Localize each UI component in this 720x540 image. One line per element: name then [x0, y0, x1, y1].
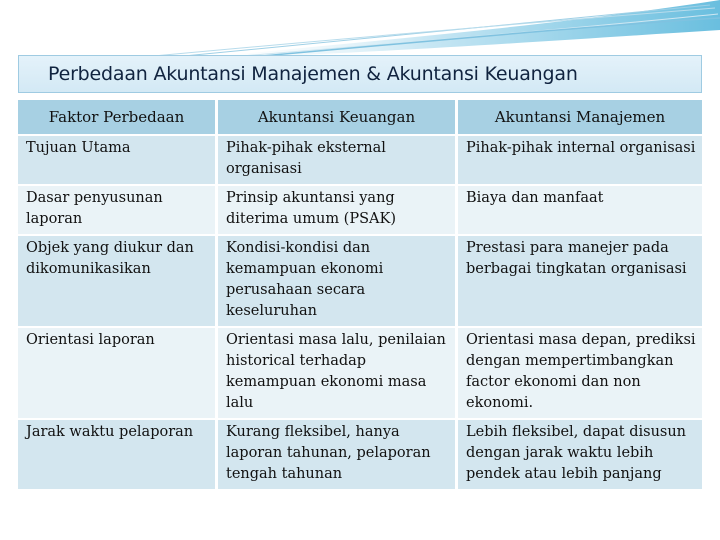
column-header: Akuntansi Manajemen	[458, 100, 702, 134]
table-cell: Pihak-pihak internal organisasi	[458, 134, 702, 184]
table-cell: Kurang fleksibel, hanya laporan tahunan, pelaporan tengah tahunan	[218, 418, 458, 489]
column-header: Faktor Perbedaan	[18, 100, 218, 134]
table-cell: Jarak waktu pelaporan	[18, 418, 218, 489]
table-cell: Orientasi masa lalu, penilaian historical terhadap kemampuan ekonomi masa lalu	[218, 326, 458, 418]
table-cell: Dasar penyusunan laporan	[18, 184, 218, 234]
table-cell: Prestasi para manejer pada berbagai tingkatan organisasi	[458, 234, 702, 326]
table-cell: Prinsip akuntansi yang diterima umum (PSAK)	[218, 184, 458, 234]
page-title: Perbedaan Akuntansi Manajemen & Akuntansi Keuangan	[48, 63, 578, 85]
table-header-row	[18, 100, 702, 134]
table-cell: Biaya dan manfaat	[458, 184, 702, 234]
comparison-table	[18, 100, 702, 489]
table-cell: Tujuan Utama	[18, 134, 218, 184]
table-cell: Kondisi-kondisi dan kemampuan ekonomi perusahaan secara keseluruhan	[218, 234, 458, 326]
table-cell: Orientasi masa depan, prediksi dengan mempertimbangkan factor ekonomi dan non ekonomi.	[458, 326, 702, 418]
table-cell: Lebih fleksibel, dapat disusun dengan jarak waktu lebih pendek atau lebih panjang	[458, 418, 702, 489]
table-cell: Objek yang diukur dan dikomunikasikan	[18, 234, 218, 326]
table-row	[18, 326, 702, 418]
table-row	[18, 418, 702, 489]
table-cell: Pihak-pihak eksternal organisasi	[218, 134, 458, 184]
table-row	[18, 134, 702, 184]
table-row	[18, 234, 702, 326]
column-header: Akuntansi Keuangan	[218, 100, 458, 134]
table-row	[18, 184, 702, 234]
table-cell: Orientasi laporan	[18, 326, 218, 418]
